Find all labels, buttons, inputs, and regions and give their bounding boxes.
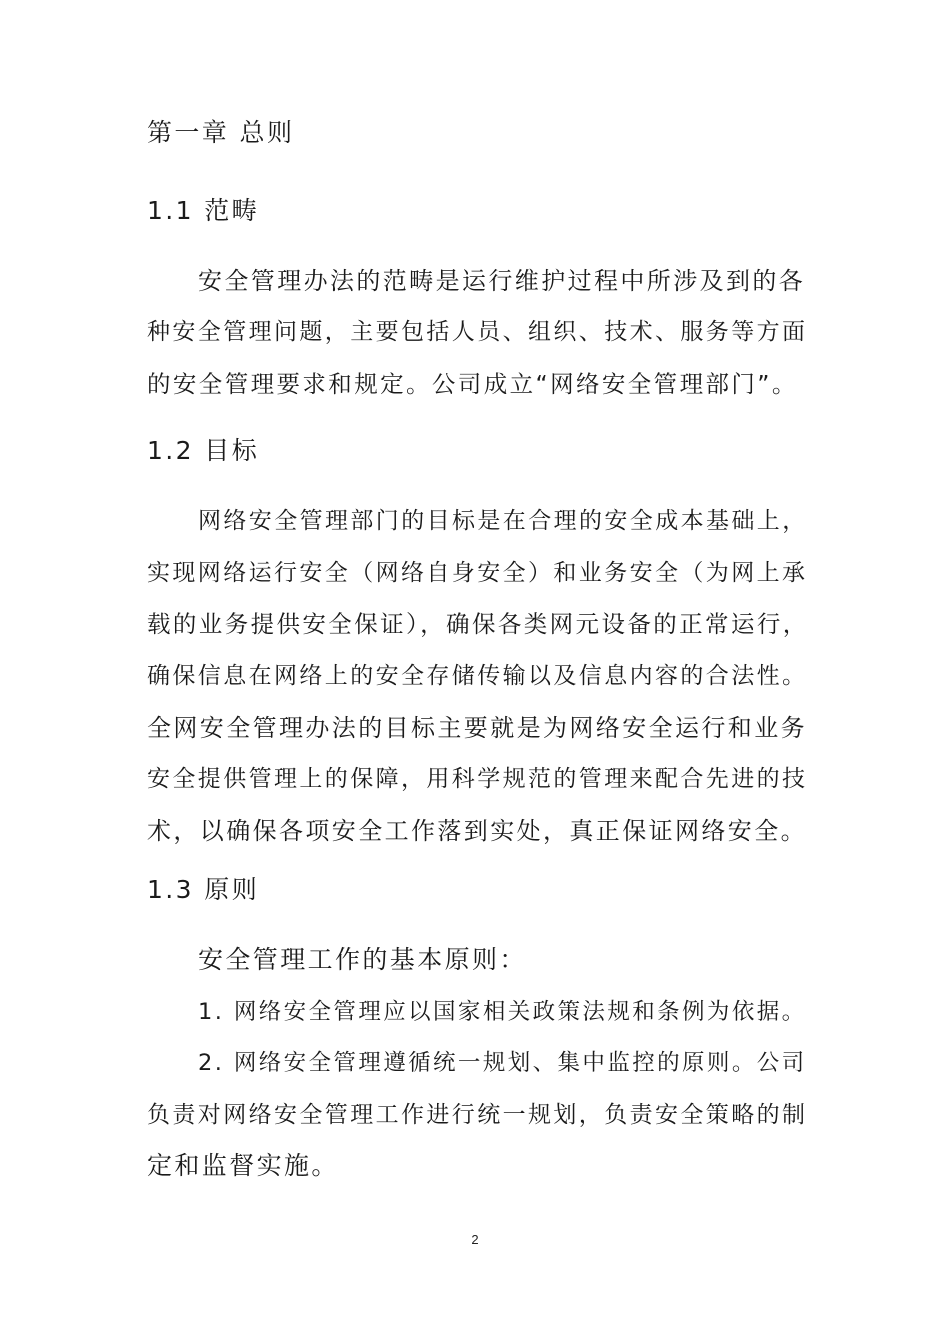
paragraph-line: 安全管理工作的基本原则： — [198, 945, 527, 974]
section-heading-1-2: 1.2 目标 — [147, 436, 260, 465]
paragraph-line: 定和监督实施。 — [147, 1151, 339, 1180]
paragraph-line: 安全管理办法的范畴是运行维护过程中所涉及到的各 — [198, 267, 806, 295]
paragraph-line: 全网安全管理办法的目标主要就是为网络安全运行和业务 — [147, 714, 807, 742]
paragraph-line: 种安全管理问题，主要包括人员、组织、技术、服务等方面 — [147, 319, 808, 345]
chapter-title: 第一章 总则 — [147, 118, 295, 147]
list-item: 2. 网络安全管理遵循统一规划、集中监控的原则。公司 — [198, 1050, 807, 1076]
list-item: 1. 网络安全管理应以国家相关政策法规和条例为依据。 — [198, 999, 807, 1025]
section-heading-1-1: 1.1 范畴 — [147, 196, 260, 225]
paragraph-line: 的安全管理要求和规定。公司成立“网络安全管理部门”。 — [147, 370, 798, 398]
paragraph-line: 确保信息在网络上的安全存储传输以及信息内容的合法性。 — [147, 663, 808, 689]
paragraph-line: 安全提供管理上的保障，用科学规范的管理来配合先进的技 — [147, 766, 808, 792]
page-number: 2 — [471, 1232, 479, 1247]
section-heading-1-3: 1.3 原则 — [147, 875, 260, 904]
paragraph-line: 载的业务提供安全保证），确保各类网元设备的正常运行， — [147, 610, 809, 638]
paragraph-line: 实现网络运行安全（网络自身安全）和业务安全（为网上承 — [147, 560, 808, 586]
paragraph-line: 网络安全管理部门的目标是在合理的安全成本基础上， — [198, 508, 808, 534]
paragraph-line: 负责对网络安全管理工作进行统一规划，负责安全策略的制 — [147, 1102, 808, 1128]
paragraph-line: 术，以确保各项安全工作落到实处，真正保证网络安全。 — [147, 817, 807, 845]
